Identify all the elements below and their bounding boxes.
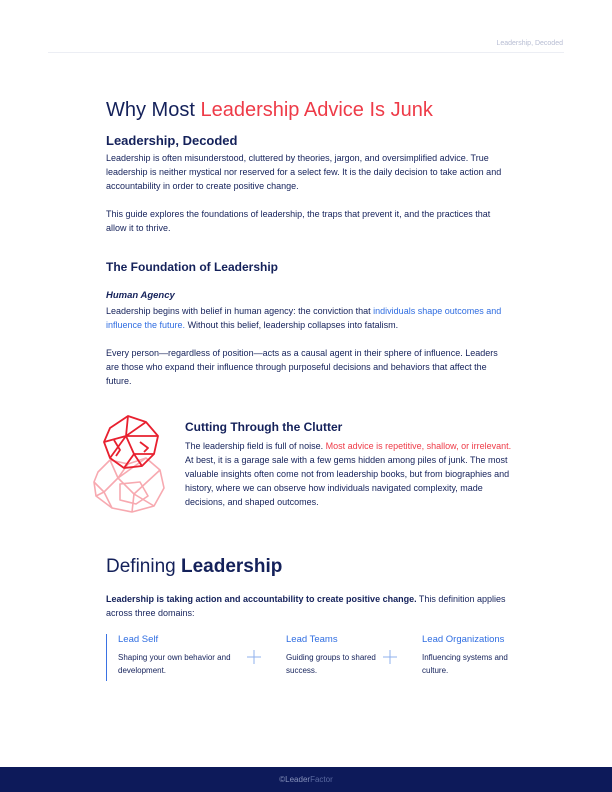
agency-highlight-link: individuals shape outcomes and influence the future. xyxy=(106,306,502,330)
plus-icon xyxy=(383,650,397,664)
running-header: Leadership, Decoded xyxy=(496,40,563,47)
header-divider xyxy=(48,52,564,53)
copyright-symbol: © xyxy=(279,775,286,784)
agency-text-before: Leadership begins with belief in human agency: the conviction that xyxy=(106,306,374,316)
clutter-text-after: At best, it is a garage sale with a few gems hidden among piles of junk. The most valuable insights often come not from leadership books, but from biographies and history, where we can observe how individuals navigated complexity, made decisions, and shaped outcomes. xyxy=(185,455,510,507)
domain-description: Guiding groups to shared success. xyxy=(286,653,376,675)
definition-text-after: This definition applies across three domains: xyxy=(106,594,506,618)
defining-title-prefix: Defining xyxy=(106,556,176,577)
clutter-text-before: The leadership field is full of noise. xyxy=(185,441,326,451)
crumpled-paper-icon xyxy=(90,412,170,516)
definition-bold: Leadership is taking action and accountability to create positive change. xyxy=(106,594,417,604)
human-agency-paragraph-2: Every person—regardless of position—acts as a causal agent in their sphere of influence. Leaders are those who expand their influence through purposeful decisions and behaviors that affect the future. xyxy=(106,348,498,386)
intro-paragraph-2: This guide explores the foundations of leadership, the traps that prevent it, and the practices that allow it to thrive. xyxy=(106,209,491,233)
domain-title: Lead Organizations xyxy=(422,634,505,645)
brand-leader: Leader xyxy=(285,775,311,784)
intro-paragraph-1: Leadership is often misunderstood, cluttered by theories, jargon, and oversimplified advice. True leadership is neither mystical nor reserved for a select few. It is the daily decision to take action and accountability in order to create positive change. xyxy=(106,153,502,191)
definition-paragraph xyxy=(106,592,510,620)
foundation-heading: The Foundation of Leadership xyxy=(106,260,278,274)
defining-title-bold: Leadership xyxy=(181,556,283,577)
title-prefix: Why Most xyxy=(106,99,195,121)
domain-lead-organizations xyxy=(422,634,522,677)
domain-lead-self xyxy=(118,634,238,677)
domain-description: Shaping your own behavior and development. xyxy=(118,653,231,675)
domains-accent-bar xyxy=(106,634,107,681)
plus-icon xyxy=(247,650,261,664)
section-subtitle: Leadership, Decoded xyxy=(106,133,238,148)
agency-text-after: Without this belief, leadership collapses into fatalism. xyxy=(185,320,399,330)
domain-lead-teams xyxy=(286,634,376,677)
clutter-heading: Cutting Through the Clutter xyxy=(185,420,343,434)
page-title xyxy=(106,99,433,122)
page-footer xyxy=(0,767,612,792)
title-accent: Leadership Advice Is Junk xyxy=(200,99,433,121)
brand-factor: Factor xyxy=(310,775,333,784)
human-agency-heading: Human Agency xyxy=(106,290,175,301)
defining-leadership-title xyxy=(106,556,282,578)
clutter-highlight: Most advice is repetitive, shallow, or irrelevant. xyxy=(325,441,512,451)
domain-title: Lead Teams xyxy=(286,634,338,645)
human-agency-paragraph-1 xyxy=(106,304,510,332)
domain-title: Lead Self xyxy=(118,634,159,645)
domain-description: Influencing systems and culture. xyxy=(422,653,508,675)
clutter-paragraph xyxy=(185,439,512,509)
